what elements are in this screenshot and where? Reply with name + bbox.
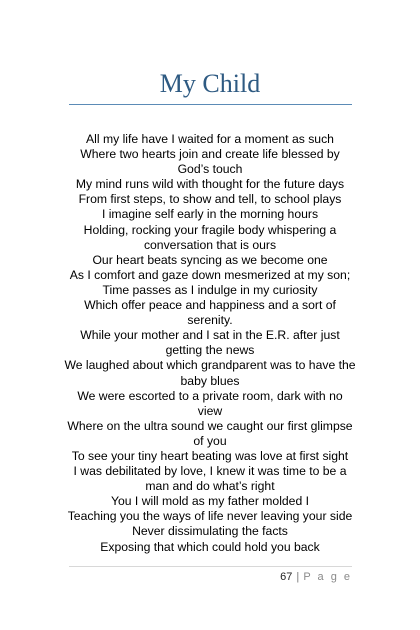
poem-line: My mind runs wild with thought for the future days [75, 177, 345, 192]
poem-line: Where on the ultra sound we caught our first glimpse [67, 418, 353, 433]
poem-line: Time passes as I indulge in my curiosity [102, 282, 318, 297]
poem-line: Teaching you the ways of life never leaving your side [67, 509, 353, 524]
poem-line: To see your tiny heart beating was love at first sight [71, 448, 349, 463]
poem-line: view [197, 403, 223, 418]
poem-line: All my life have I waited for a moment as such [86, 132, 334, 146]
poem-line: baby blues [180, 373, 240, 388]
poem-line: From first steps, to show and tell, to school plays [78, 192, 342, 207]
poem-line: serenity. [187, 313, 233, 328]
poem-line: I imagine self early in the morning hours [101, 207, 319, 222]
poem-line: Which offer peace and happiness and a sort of [84, 298, 336, 313]
poem-line: Never dissimulating the facts [132, 524, 288, 539]
page-title: My Child [159, 69, 261, 98]
page-label: P a g e [303, 571, 352, 583]
poem-line: I was debilitated by love, I knew it was time to be a [73, 464, 347, 479]
poem-line: Exposing that which could hold you back [100, 539, 320, 554]
poem-line: conversation that is ours [143, 237, 277, 252]
poem-line: God’s touch [177, 162, 243, 177]
page-footer [280, 570, 352, 584]
poem-line: man and do what’s right [145, 479, 275, 494]
poem-line: getting the news [165, 343, 255, 358]
poem-line: We laughed about which grandparent was to have the [64, 358, 356, 373]
poem-line: While your mother and I sat in the E.R. after just [80, 328, 340, 343]
footer-divider [69, 566, 352, 567]
poem-line: We were escorted to a private room, dark with no [77, 388, 343, 403]
poem-line: Our heart beats syncing as we become one [92, 252, 328, 267]
poem-line: You I will mold as my father molded I [110, 494, 310, 509]
page-number: 67 [280, 571, 293, 583]
poem-body [62, 132, 358, 555]
poem-line: Where two hearts join and create life blessed by [80, 147, 340, 162]
page-separator: | [296, 571, 300, 583]
poem-line: of you [193, 433, 227, 448]
poem-line: Holding, rocking your fragile body whispering a [83, 222, 337, 237]
poem-line: As I comfort and gaze down mesmerized at my son; [69, 267, 351, 282]
title-divider [69, 104, 352, 105]
